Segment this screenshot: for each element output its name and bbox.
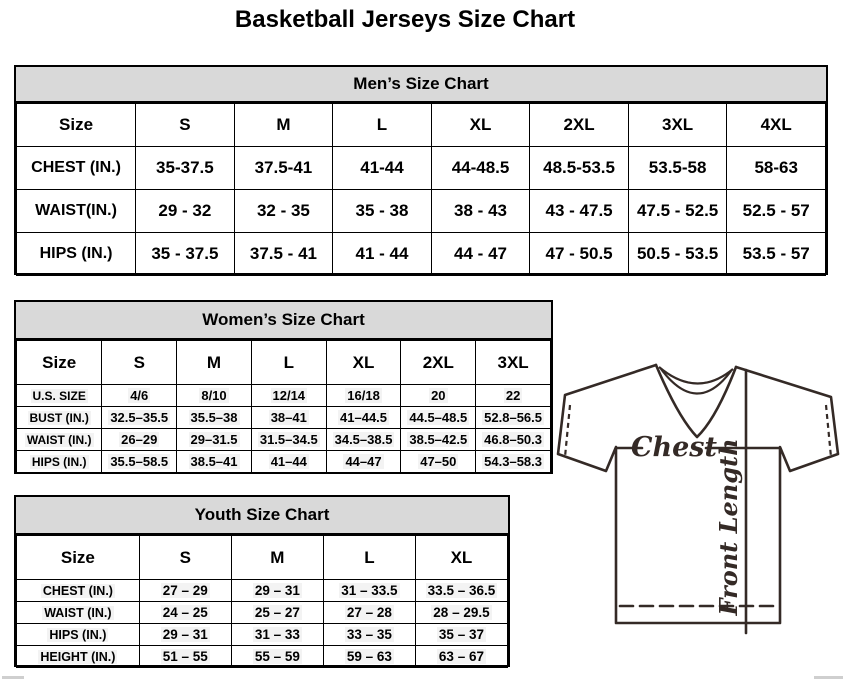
size-cell: 28 – 29.5: [415, 602, 507, 624]
size-cell: 32 - 35: [234, 190, 333, 233]
size-cell: 58-63: [727, 147, 826, 190]
size-cell: 29 – 31: [231, 580, 323, 602]
size-cell: 12/14: [251, 385, 326, 407]
size-cell: 31 – 33.5: [323, 580, 415, 602]
column-header: L: [333, 104, 432, 147]
size-cell: 41–44: [251, 451, 326, 473]
row-label: HEIGHT (IN.): [17, 646, 140, 668]
youth-table-title: Youth Size Chart: [16, 497, 508, 535]
table-row: [17, 646, 508, 668]
size-cell: 44.5–48.5: [401, 407, 476, 429]
table-row: [17, 429, 551, 451]
size-cell: 51 – 55: [139, 646, 231, 668]
column-header: 2XL: [530, 104, 629, 147]
size-cell: 52.8–56.5: [476, 407, 551, 429]
size-cell: 41 - 44: [333, 233, 432, 276]
size-cell: 35 - 38: [333, 190, 432, 233]
row-label: HIPS (IN.): [17, 233, 136, 276]
womens-table-title: Women’s Size Chart: [16, 302, 551, 340]
table-row: [17, 407, 551, 429]
column-header: M: [231, 536, 323, 580]
womens-table-grid: [16, 340, 551, 473]
column-header: 4XL: [727, 104, 826, 147]
size-cell: 27 – 29: [139, 580, 231, 602]
size-header-row: [17, 341, 551, 385]
size-cell: 55 – 59: [231, 646, 323, 668]
column-header: L: [323, 536, 415, 580]
row-label: CHEST (IN.): [17, 147, 136, 190]
size-cell: 59 – 63: [323, 646, 415, 668]
jersey-measurement-diagram: [556, 355, 840, 665]
table-row: [17, 580, 508, 602]
youth-size-table: [14, 495, 510, 667]
size-cell: 48.5-53.5: [530, 147, 629, 190]
size-cell: 32.5–35.5: [102, 407, 177, 429]
size-cell: 47.5 - 52.5: [628, 190, 727, 233]
table-row: [17, 624, 508, 646]
size-cell: 31.5–34.5: [251, 429, 326, 451]
size-corner-header: Size: [17, 341, 102, 385]
size-cell: 35 - 37.5: [136, 233, 235, 276]
collar-band-bottom-arc: [661, 369, 731, 394]
size-cell: 54.3–58.3: [476, 451, 551, 473]
column-header: S: [139, 536, 231, 580]
right-cuff-dashes: [826, 405, 831, 457]
row-label: HIPS (IN.): [17, 451, 102, 473]
size-cell: 8/10: [177, 385, 252, 407]
column-header: S: [136, 104, 235, 147]
column-header: XL: [415, 536, 507, 580]
table-row: [17, 451, 551, 473]
row-label: WAIST(IN.): [17, 190, 136, 233]
size-cell: 29–31.5: [177, 429, 252, 451]
mens-table-title: Men’s Size Chart: [16, 67, 826, 103]
size-cell: 22: [476, 385, 551, 407]
size-cell: 63 – 67: [415, 646, 507, 668]
size-cell: 50.5 - 53.5: [628, 233, 727, 276]
row-label: BUST (IN.): [17, 407, 102, 429]
size-cell: 37.5 - 41: [234, 233, 333, 276]
column-header: XL: [431, 104, 530, 147]
size-header-row: [17, 536, 508, 580]
column-header: XL: [326, 341, 401, 385]
row-label: HIPS (IN.): [17, 624, 140, 646]
size-cell: 29 - 32: [136, 190, 235, 233]
size-cell: 33 – 35: [323, 624, 415, 646]
mens-table-grid: [16, 103, 826, 276]
size-cell: 38 - 43: [431, 190, 530, 233]
size-cell: 25 – 27: [231, 602, 323, 624]
size-cell: 41–44.5: [326, 407, 401, 429]
size-cell: 27 – 28: [323, 602, 415, 624]
column-header: 3XL: [628, 104, 727, 147]
size-cell: 38.5–41: [177, 451, 252, 473]
size-cell: 35 – 37: [415, 624, 507, 646]
size-cell: 47–50: [401, 451, 476, 473]
row-label: CHEST (IN.): [17, 580, 140, 602]
size-cell: 31 – 33: [231, 624, 323, 646]
size-corner-header: Size: [17, 104, 136, 147]
table-row: [17, 190, 826, 233]
size-cell: 53.5 - 57: [727, 233, 826, 276]
size-cell: 44 - 47: [431, 233, 530, 276]
left-cuff-dashes: [565, 405, 570, 457]
size-cell: 53.5-58: [628, 147, 727, 190]
row-label: WAIST (IN.): [17, 602, 140, 624]
size-cell: 24 – 25: [139, 602, 231, 624]
column-header: M: [234, 104, 333, 147]
size-cell: 38.5–42.5: [401, 429, 476, 451]
size-cell: 44–47: [326, 451, 401, 473]
size-cell: 16/18: [326, 385, 401, 407]
column-header: S: [102, 341, 177, 385]
size-cell: 35.5–58.5: [102, 451, 177, 473]
size-cell: 29 – 31: [139, 624, 231, 646]
mens-size-table: [14, 65, 828, 275]
size-cell: 34.5–38.5: [326, 429, 401, 451]
size-header-row: [17, 104, 826, 147]
table-row: [17, 147, 826, 190]
size-cell: 33.5 – 36.5: [415, 580, 507, 602]
page-title: Basketball Jerseys Size Chart: [234, 6, 576, 33]
size-cell: 46.8–50.3: [476, 429, 551, 451]
womens-size-table: [14, 300, 553, 474]
size-cell: 26–29: [102, 429, 177, 451]
size-cell: 47 - 50.5: [530, 233, 629, 276]
size-cell: 35.5–38: [177, 407, 252, 429]
column-header: 3XL: [476, 341, 551, 385]
column-header: L: [251, 341, 326, 385]
size-cell: 41-44: [333, 147, 432, 190]
row-label: U.S. SIZE: [17, 385, 102, 407]
row-label: WAIST (IN.): [17, 429, 102, 451]
column-header: M: [177, 341, 252, 385]
size-cell: 38–41: [251, 407, 326, 429]
column-header: 2XL: [401, 341, 476, 385]
table-row: [17, 385, 551, 407]
front-length-label: Front Length: [714, 438, 743, 616]
youth-table-grid: [16, 535, 508, 668]
size-cell: 44-48.5: [431, 147, 530, 190]
size-cell: 4/6: [102, 385, 177, 407]
table-row: [17, 233, 826, 276]
size-cell: 20: [401, 385, 476, 407]
size-cell: 35-37.5: [136, 147, 235, 190]
size-cell: 52.5 - 57: [727, 190, 826, 233]
jersey-outline: [558, 365, 838, 623]
table-row: [17, 602, 508, 624]
size-corner-header: Size: [17, 536, 140, 580]
size-cell: 43 - 47.5: [530, 190, 629, 233]
chest-label: Chest: [631, 432, 717, 463]
size-cell: 37.5-41: [234, 147, 333, 190]
